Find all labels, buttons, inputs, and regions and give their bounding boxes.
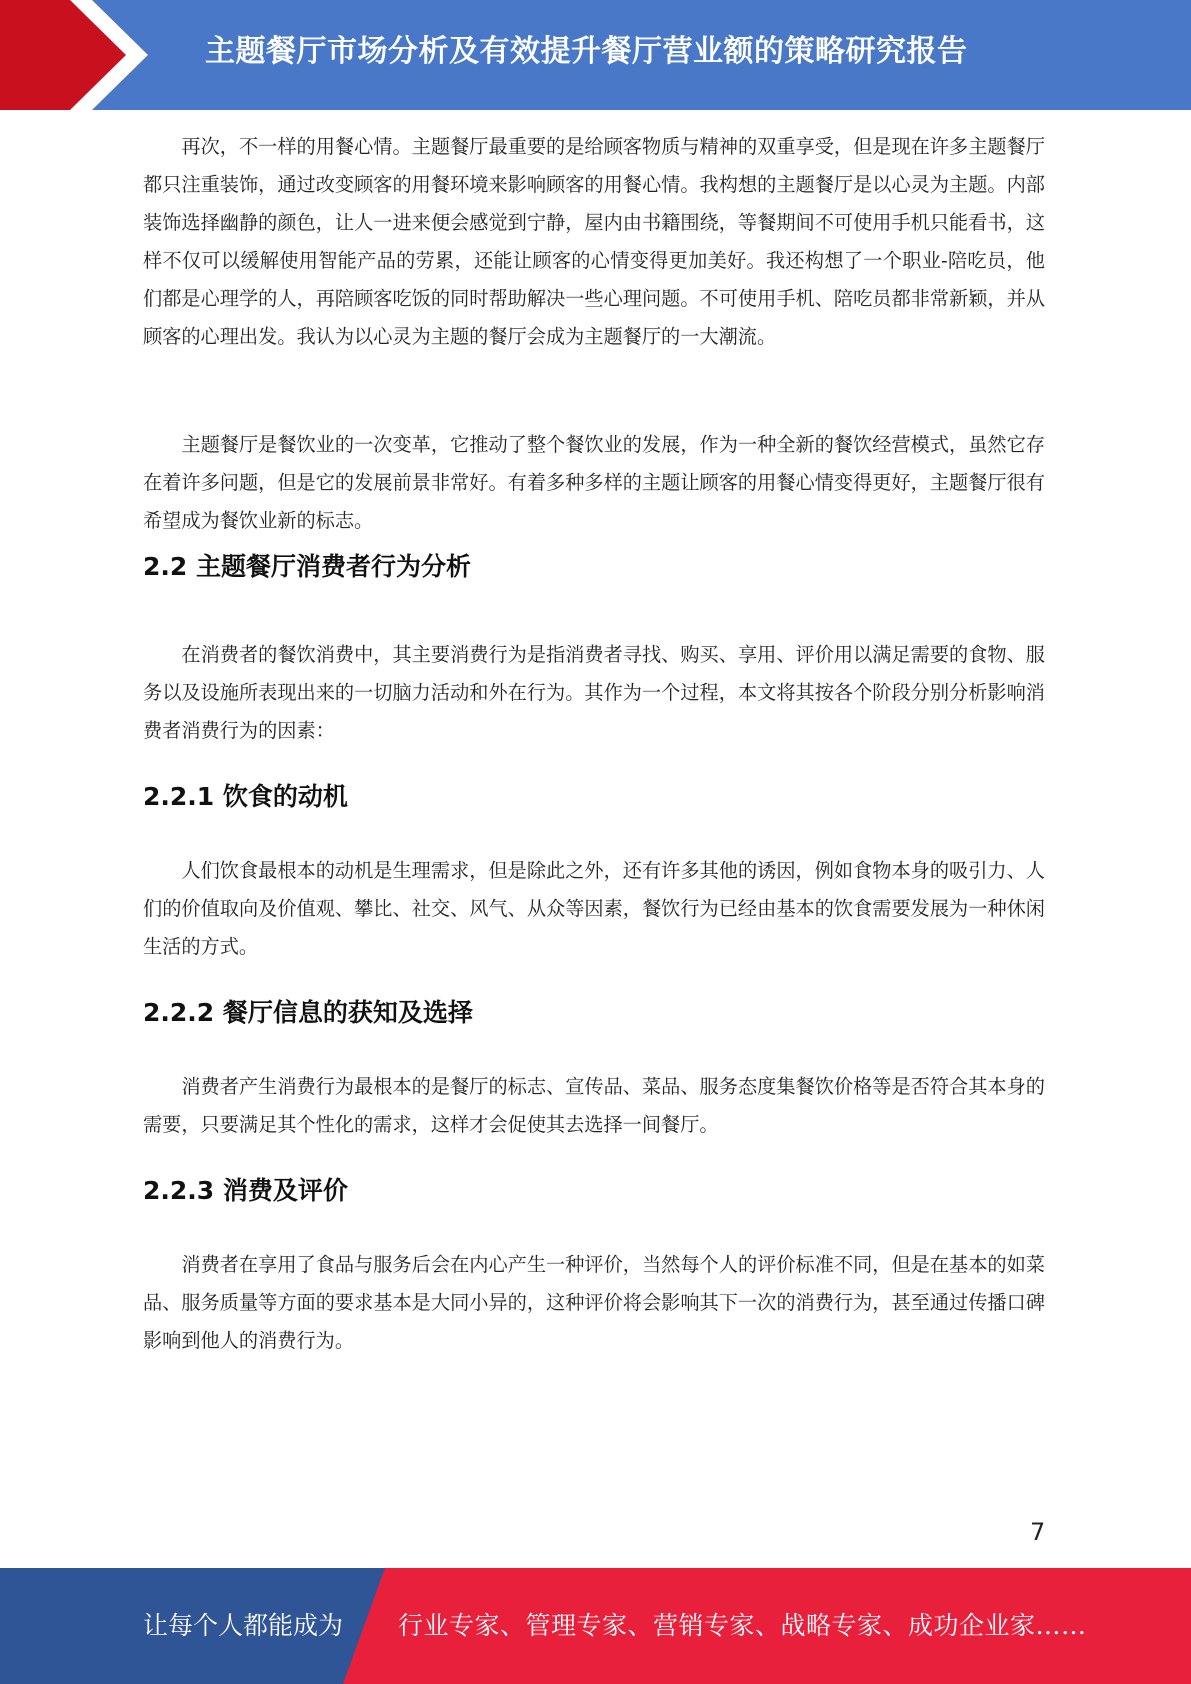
- paragraph-mood: 再次，不一样的用餐心情。主题餐厅最重要的是给顾客物质与精神的双重享受，但是现在许多主题餐厅都只注重装饰，通过改变顾客的用餐环境来影响顾客的用餐心情。我构想的主题餐厅是以心灵为主题。内部装饰选择幽静的颜色，让人一进来便会感觉到宁静，屋内由书籍围绕，等餐期间不可使用手机只能看书，这样不仅可以缓解使用智能产品的劳累，还能让顾客的心情变得更加美好。我还构想了一个职业-陪吃员，他们都是心理学的人，再陪顾客吃饭的同时帮助解决一些心理问题。不可使用手机、陪吃员都非常新颖，并从顾客的心理出发。我认为以心灵为主题的餐厅会成为主题餐厅的一大潮流。: [143, 135, 1045, 348]
- section-heading-2-2-2: 2.2.2 餐厅信息的获知及选择: [143, 998, 473, 1027]
- paragraph-conclusion: 主题餐厅是餐饮业的一次变革，它推动了整个餐饮业的发展，作为一种全新的餐饮经营模式，虽然它存在着许多问题，但是它的发展前景非常好。有着多种多样的主题让顾客的用餐心情变得更好，主题餐厅很有希望成为餐饮业新的标志。: [143, 433, 1045, 532]
- paragraph-motivation: 人们饮食最根本的动机是生理需求，但是除此之外，还有许多其他的诱因，例如食物本身的吸引力、人们的价值取向及价值观、攀比、社交、风气、从众等因素，餐饮行为已经由基本的饮食需要发展为一种休闲生活的方式。: [143, 859, 1045, 958]
- paragraph-evaluation: 消费者在享用了食品与服务后会在内心产生一种评价，当然每个人的评价标准不同，但是在基本的如菜品、服务质量等方面的要求基本是大同小异的，这种评价将会影响其下一次的消费行为，甚至通过传播口碑影响到他人的消费行为。: [143, 1253, 1045, 1352]
- page-footer: [0, 1568, 1191, 1684]
- page-header: [0, 0, 1191, 110]
- paragraph-consumer-behavior: 在消费者的餐饮消费中，其主要消费行为是指消费者寻找、购买、享用、评价用以满足需要的食物、服务以及设施所表现出来的一切脑力活动和外在行为。其作为一个过程，本文将其按各个阶段分别分析影响消费者消费行为的因素：: [143, 643, 1045, 742]
- header-title: 主题餐厅市场分析及有效提升餐厅营业额的策略研究报告: [205, 34, 968, 69]
- section-heading-2-2-3: 2.2.3 消费及评价: [143, 1176, 348, 1205]
- paragraph-information: 消费者产生消费行为最根本的是餐厅的标志、宣传品、菜品、服务态度集餐饮价格等是否符合其本身的需要，只要满足其个性化的需求，这样才会促使其去选择一间餐厅。: [143, 1075, 1045, 1136]
- footer-slogan-right: 行业专家、管理专家、营销专家、战略专家、成功企业家……: [398, 1611, 1087, 1640]
- section-heading-2-2: 2.2 主题餐厅消费者行为分析: [143, 552, 471, 581]
- section-heading-2-2-1: 2.2.1 饮食的动机: [143, 782, 348, 811]
- document-body: [143, 128, 1045, 1360]
- page-number: 7: [1030, 1518, 1046, 1546]
- footer-slogan-left: 让每个人都能成为: [143, 1611, 344, 1640]
